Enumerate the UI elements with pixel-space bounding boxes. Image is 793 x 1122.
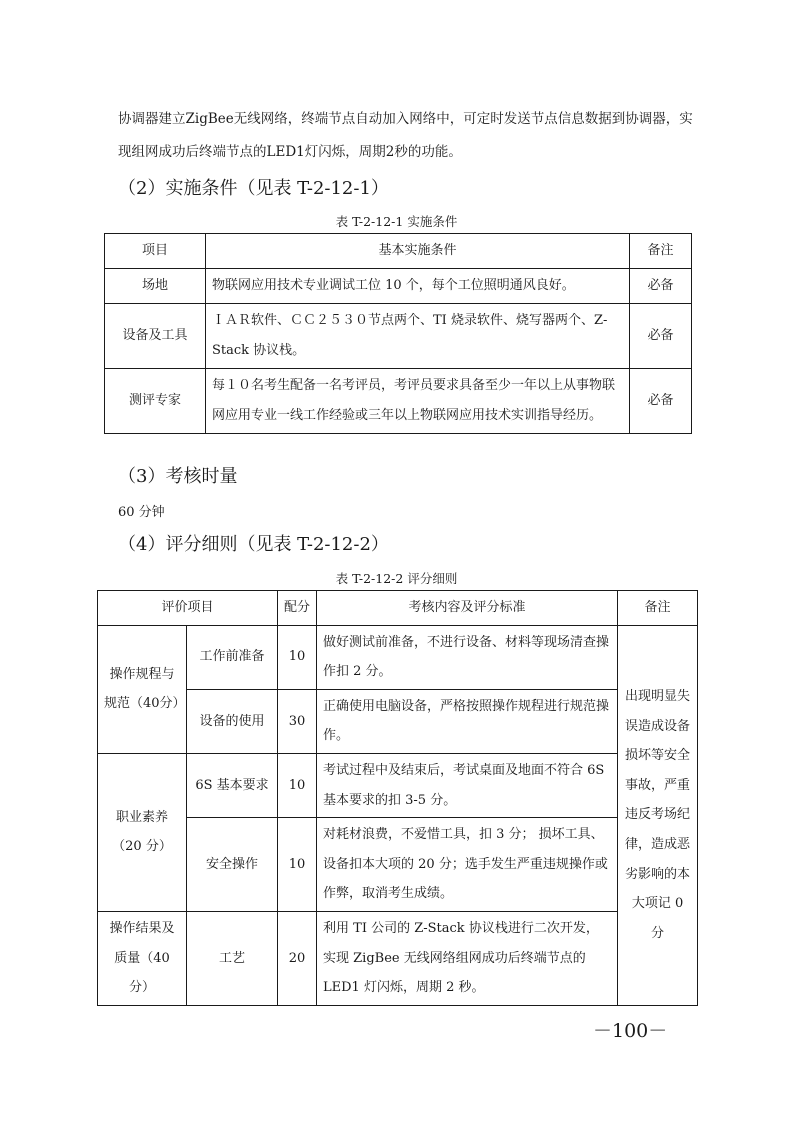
row-note: 必备 xyxy=(630,269,692,304)
table-row xyxy=(105,369,692,434)
section-2-heading: （2）实施条件（见表 T-2-12-1） xyxy=(118,178,389,199)
score-cell: 10 xyxy=(278,753,317,817)
table-2-caption: 表 T-2-12-2 评分细则 xyxy=(335,571,458,586)
sub-item-cell: 工艺 xyxy=(187,911,278,1005)
category-cell: 职业素养（20 分） xyxy=(98,753,187,911)
row-note: 必备 xyxy=(630,369,692,434)
category-cell: 操作结果及质量（40 分） xyxy=(98,911,187,1005)
criteria-cell: 做好测试前准备，不进行设备、材料等现场清查操作扣 2 分。 xyxy=(317,625,618,689)
scoring-rules-table xyxy=(97,590,698,1006)
criteria-cell: 考试过程中及结束后，考试桌面及地面不符合 6S 基本要求的扣 3-5 分。 xyxy=(317,753,618,817)
page-number: －100－ xyxy=(593,1020,668,1042)
score-cell: 10 xyxy=(278,818,317,912)
sub-item-cell: 工作前准备 xyxy=(187,625,278,689)
score-cell: 20 xyxy=(278,911,317,1005)
table-row xyxy=(98,818,698,912)
table-row xyxy=(98,911,698,1005)
implementation-conditions-table xyxy=(104,233,692,434)
table-row xyxy=(105,304,692,369)
header-item: 项目 xyxy=(105,234,206,269)
table-header-row xyxy=(98,591,698,626)
table-1-caption: 表 T-2-12-1 实施条件 xyxy=(335,214,458,229)
score-cell: 10 xyxy=(278,625,317,689)
row-condition: 物联网应用技术专业调试工位 10 个，每个工位照明通风良好。 xyxy=(206,269,630,304)
header-evaluation-item: 评价项目 xyxy=(98,591,278,626)
row-condition: 每１０名考生配备一名考评员，考评员要求具备至少一年以上从事物联网应用专业一线工作经验或三年以上物联网应用技术实训指导经历。 xyxy=(206,369,630,434)
table-row xyxy=(105,269,692,304)
category-cell: 操作规程与规范（40分） xyxy=(98,625,187,753)
criteria-cell: 利用 TI 公司的 Z-Stack 协议栈进行二次开发，实现 ZigBee 无线网络组网成功后终端节点的 LED1 灯闪烁，周期 2 秒。 xyxy=(317,911,618,1005)
table-row xyxy=(98,625,698,689)
exam-duration: 60 分钟 xyxy=(118,505,165,520)
row-item: 场地 xyxy=(105,269,206,304)
row-condition: ＩＡＲ软件、ＣＣ２５３０节点两个、TI 烧录软件、烧写器两个、Z-Stack 协议栈。 xyxy=(206,304,630,369)
row-note: 必备 xyxy=(630,304,692,369)
section-4-heading: （4）评分细则（见表 T-2-12-2） xyxy=(118,534,389,555)
sub-item-cell: 设备的使用 xyxy=(187,689,278,753)
header-score: 配分 xyxy=(278,591,317,626)
row-item: 设备及工具 xyxy=(105,304,206,369)
table-header-row xyxy=(105,234,692,269)
header-condition: 基本实施条件 xyxy=(206,234,630,269)
table-row xyxy=(98,689,698,753)
criteria-cell: 对耗材浪费，不爱惜工具，扣 3 分； 损坏工具、设备扣本大项的 20 分；选手发生严重违规操作或作弊，取消考生成绩。 xyxy=(317,818,618,912)
score-cell: 30 xyxy=(278,689,317,753)
section-3-heading: （3）考核时量 xyxy=(118,466,238,487)
intro-paragraph: 协调器建立ZigBee无线网络，终端节点自动加入网络中，可定时发送节点信息数据到协调器，实现组网成功后终端节点的LED1灯闪烁，周期2秒的功能。 xyxy=(118,111,693,160)
sub-item-cell: 6S 基本要求 xyxy=(187,753,278,817)
header-criteria: 考核内容及评分标准 xyxy=(317,591,618,626)
table-row xyxy=(98,753,698,817)
header-note: 备注 xyxy=(618,591,698,626)
note-cell: 出现明显失误造成设备损坏等安全事故，严重违反考场纪律，造成恶劣影响的本大项记 0 分 xyxy=(618,625,698,1005)
header-note: 备注 xyxy=(630,234,692,269)
row-item: 测评专家 xyxy=(105,369,206,434)
sub-item-cell: 安全操作 xyxy=(187,818,278,912)
criteria-cell: 正确使用电脑设备，严格按照操作规程进行规范操作。 xyxy=(317,689,618,753)
